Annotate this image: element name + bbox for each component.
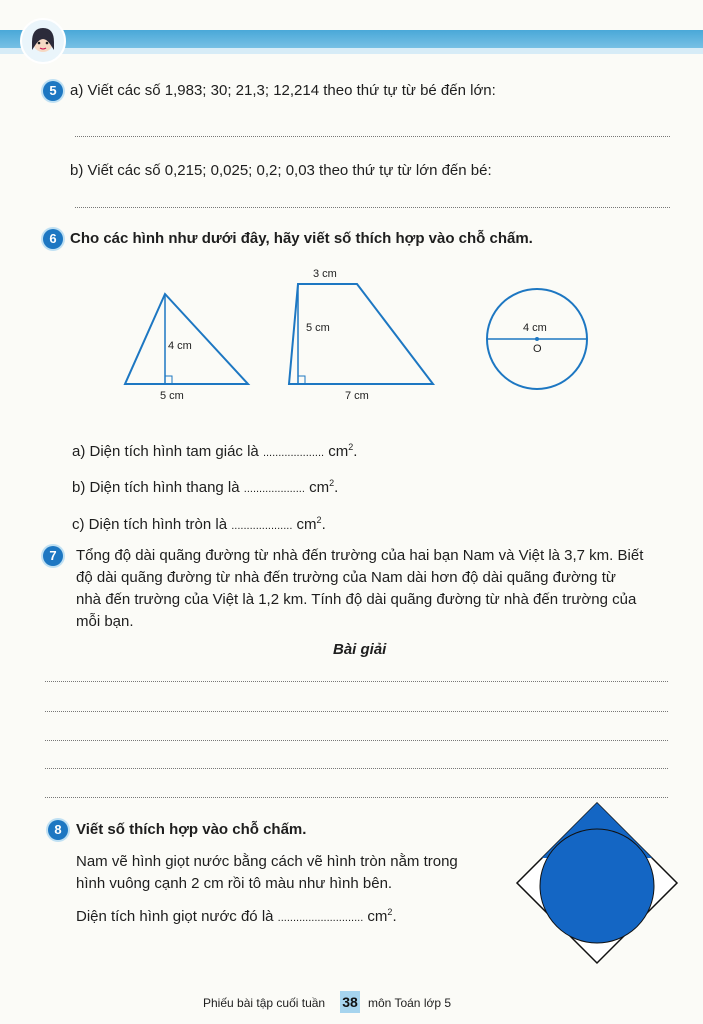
question-7-line-1: Tổng độ dài quãng đường từ nhà đến trường của hai bạn Nam và Việt là 3,7 km. Biết: [76, 547, 644, 564]
girl-avatar-icon: [22, 20, 64, 62]
footer-left-text: Phiếu bài tập cuối tuần: [203, 996, 326, 1010]
question-6a-text: a) Diện tích hình tam giác là: [72, 443, 259, 460]
unit-exp-6a: 2: [348, 442, 354, 452]
trapezoid-height-label: 5 cm: [306, 322, 330, 334]
answer-blank-6c[interactable]: ....................: [231, 520, 293, 532]
trapezoid-top-label: 3 cm: [313, 268, 337, 280]
answer-blank-6b[interactable]: ....................: [243, 483, 305, 495]
answer-line-7-3[interactable]: [45, 740, 668, 741]
geometry-figures: [0, 260, 703, 410]
question-6a-line: a) Diện tích hình tam giác là .................... $cm^2$.: [72, 442, 358, 460]
question-8-line-1: Nam vẽ hình giọt nước bằng cách vẽ hình tròn nằm trong: [76, 853, 458, 870]
triangle-base-label: 5 cm: [160, 390, 184, 402]
unit-6a: cm: [328, 443, 349, 460]
answer-line-5a[interactable]: [75, 136, 670, 137]
avatar: [20, 18, 66, 64]
unit-6b: cm: [309, 479, 330, 496]
question-6b-text: b) Diện tích hình thang là: [72, 479, 240, 496]
unit-6c: cm: [296, 516, 317, 533]
answer-line-5b[interactable]: [75, 207, 670, 208]
circle-figure: [487, 289, 587, 389]
question-5a-text: a) Viết các số 1,983; 30; 21,3; 12,214 theo thứ tự từ bé đến lớn:: [70, 82, 496, 99]
question-8-number: 8: [48, 820, 68, 840]
question-8-text: Diện tích hình giọt nước đó là: [76, 908, 274, 925]
question-7-line-4: mỗi bạn.: [76, 613, 134, 630]
answer-line-7-2[interactable]: [45, 711, 668, 712]
question-5-number: 5: [43, 81, 63, 101]
answer-blank-6a[interactable]: ....................: [262, 447, 325, 459]
answer-blank-8[interactable]: ............................: [277, 912, 364, 924]
answer-line-7-4[interactable]: [45, 768, 668, 769]
question-8-line-2: hình vuông cạnh 2 cm rồi tô màu như hình bên.: [76, 875, 393, 892]
question-7-number: 7: [43, 546, 63, 566]
trapezoid-figure: [289, 284, 433, 384]
header-stripe: [0, 48, 703, 54]
triangle-figure: [125, 294, 248, 384]
question-6c-text: c) Diện tích hình tròn là: [72, 516, 228, 533]
question-6-prompt: Cho các hình như dưới đây, hãy viết số thích hợp vào chỗ chấm.: [70, 230, 533, 247]
question-7-line-3: nhà đến trường của Việt là 1,2 km. Tính độ dài quãng đường từ nhà đến trường của: [76, 591, 637, 608]
unit-exp-8: 2: [387, 907, 393, 917]
circle-center-label: O: [533, 343, 542, 355]
trapezoid-bottom-label: 7 cm: [345, 390, 369, 402]
question-6-number: 6: [43, 229, 63, 249]
solution-label: Bài giải: [333, 641, 387, 658]
question-8-line-3: Diện tích hình giọt nước đó là ............................ $cm^2$.: [76, 907, 397, 925]
question-8-title: Viết số thích hợp vào chỗ chấm.: [76, 821, 307, 838]
water-drop-figure: [505, 795, 695, 975]
question-5b-text: b) Viết các số 0,215; 0,025; 0,2; 0,03 theo thứ tự từ lớn đến bé:: [70, 162, 492, 179]
unit-8: cm: [367, 908, 388, 925]
page-number: 38: [340, 991, 360, 1013]
question-6c-line: c) Diện tích hình tròn là .................... $cm^2$.: [72, 515, 326, 533]
question-7-line-2: độ dài quãng đường từ nhà đến trường của Nam dài hơn độ dài quãng đường từ: [76, 569, 616, 586]
unit-exp-6c: 2: [316, 515, 322, 525]
triangle-height-label: 4 cm: [168, 340, 192, 352]
question-6b-line: b) Diện tích hình thang là .................... $cm^2$.: [72, 478, 339, 496]
footer-right-text: môn Toán lớp 5: [368, 996, 452, 1010]
header-bar: [0, 30, 703, 50]
unit-exp-6b: 2: [329, 478, 335, 488]
drop-circle-fill: [540, 829, 654, 943]
answer-line-7-1[interactable]: [45, 681, 668, 682]
circle-diameter-label: 4 cm: [523, 322, 547, 334]
